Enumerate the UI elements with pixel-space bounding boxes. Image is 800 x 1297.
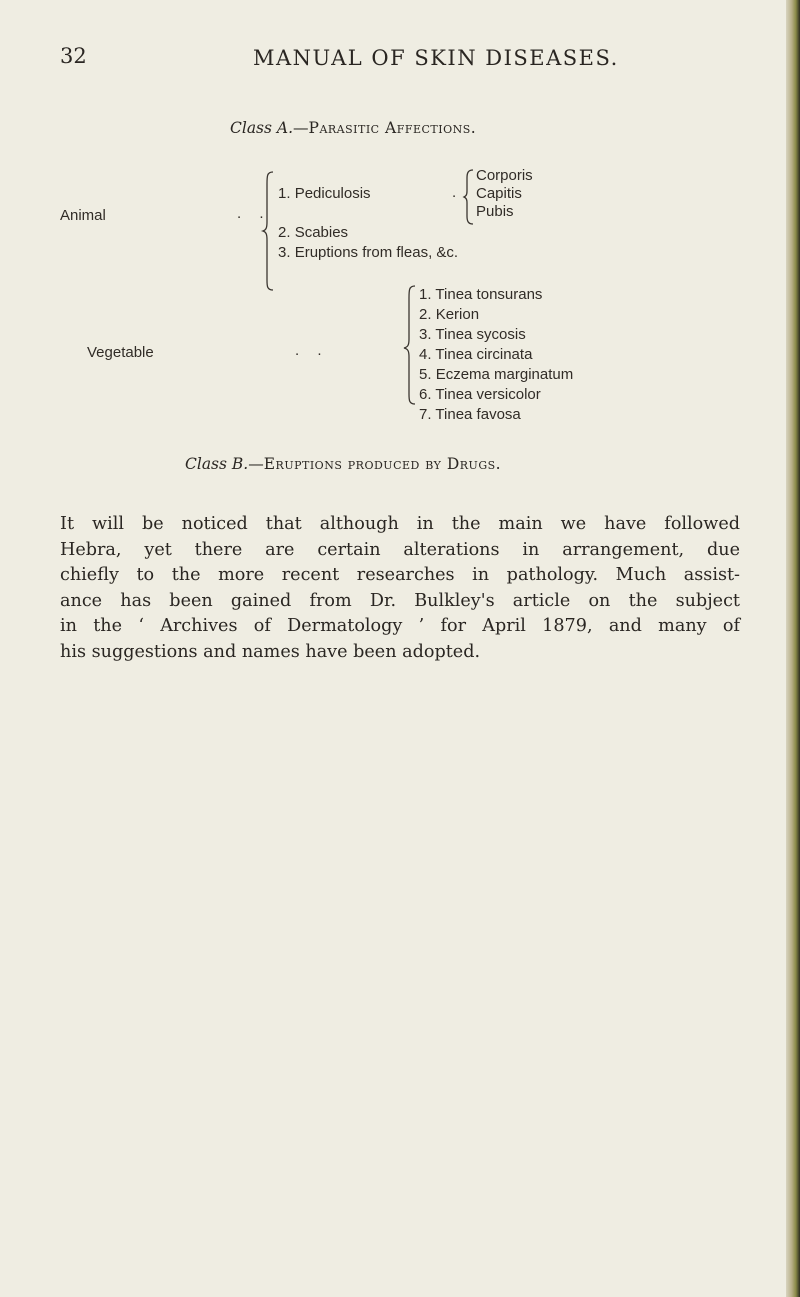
animal-item-3-num: 3.: [278, 244, 291, 261]
class-b-label: Class B.: [185, 455, 249, 473]
vegetable-item-1-num: 1.: [419, 286, 432, 303]
vegetable-item-1: [419, 287, 542, 302]
animal-item-3: [278, 245, 458, 260]
vegetable-item-3: [419, 327, 526, 342]
class-a-title: Parasitic Affections.: [308, 119, 477, 137]
vegetable-item-4-num: 4.: [419, 346, 432, 363]
animal-item-2-num: 2.: [278, 224, 291, 241]
vegetable-item-5: [419, 367, 573, 382]
pediculosis-brace: [463, 168, 475, 226]
paragraph-line: It will be noticed that although in the main we have followed: [60, 514, 740, 534]
vegetable-item-2-name: Kerion: [435, 306, 480, 323]
paragraph-line: his suggestions and names have been adopted.: [60, 641, 481, 662]
vegetable-item-2-num: 2.: [419, 306, 432, 323]
vegetable-item-2: [419, 307, 479, 322]
vegetable-dots: . .: [295, 342, 329, 359]
page-edge-shadow: [786, 0, 800, 1297]
paragraph-line: Hebra, yet there are certain alterations in arrangement, due: [60, 539, 740, 560]
paragraph-line: chiefly to the more recent researches in pathology. Much assist-: [60, 565, 740, 585]
vegetable-item-1-name: Tinea tonsurans: [435, 286, 543, 303]
animal-dots: . .: [237, 205, 271, 222]
vegetable-item-4: [419, 347, 532, 362]
vegetable-item-3-num: 3.: [419, 326, 432, 343]
vegetable-item-7-num: 7.: [419, 406, 432, 423]
sub-corporis: Corporis: [476, 167, 533, 184]
sub-capitis: Capitis: [476, 185, 522, 202]
animal-item-3-name: Eruptions from fleas, &c.: [294, 244, 459, 261]
page-number: 32: [60, 44, 87, 68]
animal-brace: [262, 170, 276, 292]
class-b-dash: —: [248, 455, 264, 473]
vegetable-item-6-name: Tinea versicolor: [435, 386, 541, 403]
animal-item-2-name: Scabies: [294, 224, 349, 241]
animal-item-1: [278, 186, 371, 201]
vegetable-item-4-name: Tinea circinata: [435, 346, 533, 363]
animal-item-2: [278, 225, 348, 240]
class-b-title: Eruptions produced by Drugs.: [263, 455, 502, 473]
body-paragraph: [60, 512, 740, 665]
class-a-dash: —: [293, 119, 309, 137]
sub-pubis: Pubis: [476, 203, 514, 220]
pediculosis-dots: .: [452, 184, 457, 201]
vegetable-brace: [403, 284, 417, 406]
paragraph-line: ance has been gained from Dr. Bulkley's article on the subject: [60, 590, 740, 611]
vegetable-item-7: [419, 407, 521, 422]
vegetable-item-5-num: 5.: [419, 366, 432, 383]
vegetable-item-6: [419, 387, 541, 402]
animal-label: Animal: [60, 207, 106, 224]
class-a-heading: [230, 121, 476, 137]
vegetable-item-7-name: Tinea favosa: [435, 406, 521, 423]
class-a-label: Class A.: [230, 119, 294, 137]
animal-item-1-num: 1.: [278, 185, 291, 202]
class-b-heading: [185, 457, 501, 473]
paragraph-line: in the ‘ Archives of Dermatology ’ for April 1879, and many of: [60, 616, 740, 636]
vegetable-item-3-name: Tinea sycosis: [435, 326, 526, 343]
vegetable-item-5-name: Eczema marginatum: [435, 366, 574, 383]
vegetable-label: Vegetable: [87, 344, 154, 361]
running-head: MANUAL OF SKIN DISEASES.: [253, 46, 619, 70]
animal-item-1-name: Pediculosis: [294, 185, 371, 202]
vegetable-item-6-num: 6.: [419, 386, 432, 403]
